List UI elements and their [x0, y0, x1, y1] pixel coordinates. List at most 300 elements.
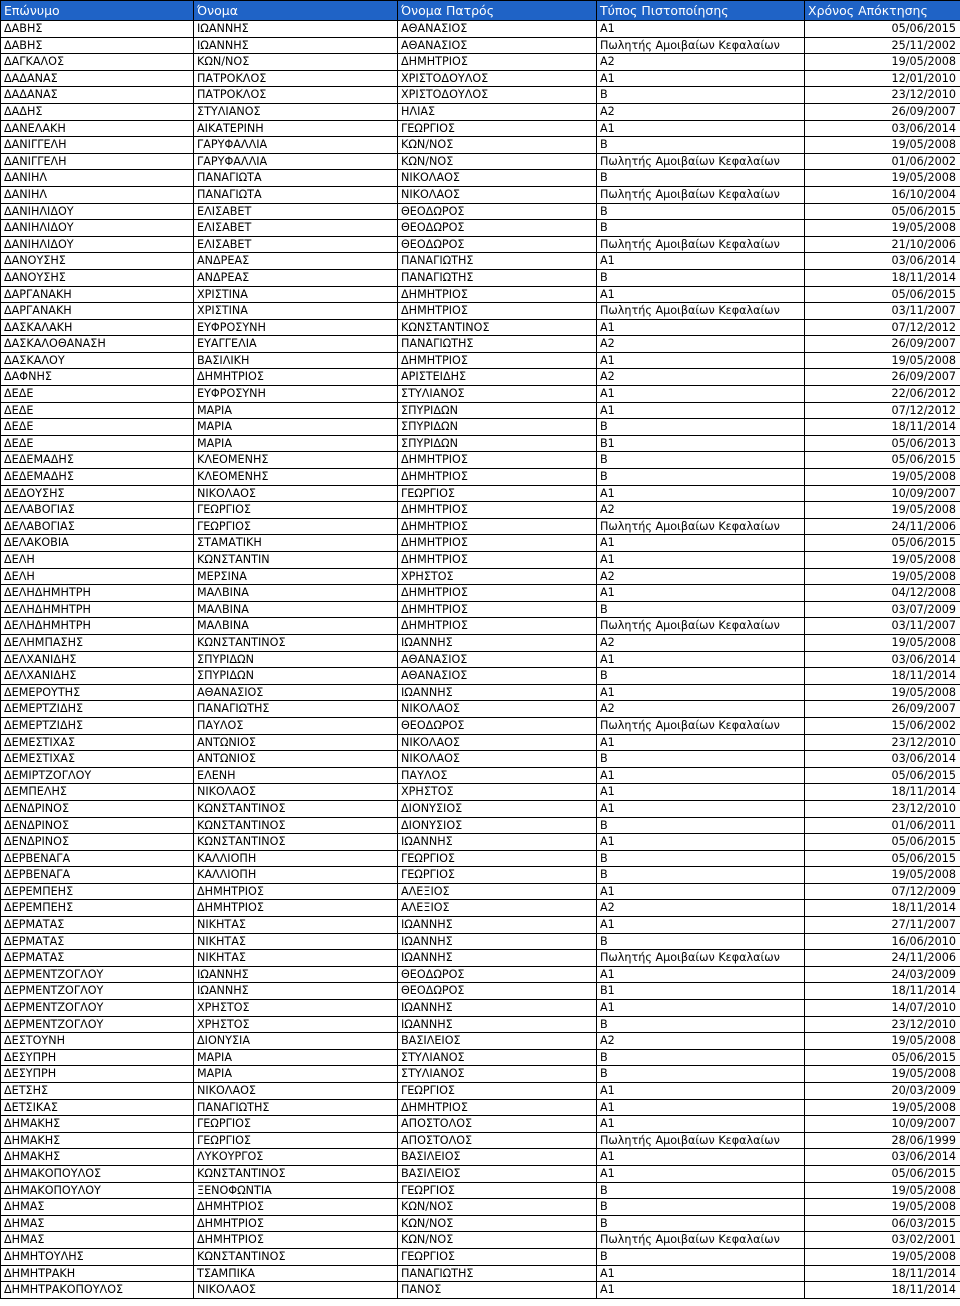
- cell-father-name: ΧΡΙΣΤΟΔΟΥΛΟΣ: [398, 70, 597, 87]
- table-row: [1, 1033, 960, 1050]
- cell-first-name: ΑΝΔΡΕΑΣ: [194, 269, 398, 286]
- cell-acquisition-date: 14/07/2010: [805, 1000, 960, 1017]
- cell-surname: ΔΕΡΕΜΠΕΗΣ: [1, 883, 194, 900]
- cell-surname: ΔΕΡΒΕΝΑΓΑ: [1, 867, 194, 884]
- cell-certification-type: Β: [597, 751, 805, 768]
- cell-acquisition-date: 19/05/2008: [805, 137, 960, 154]
- cell-surname: ΔΕΤΣΙΚΑΣ: [1, 1099, 194, 1116]
- cell-certification-type: Α1: [597, 21, 805, 38]
- cell-certification-type: Β: [597, 469, 805, 486]
- cell-acquisition-date: 21/10/2006: [805, 236, 960, 253]
- cell-first-name: ΚΑΛΛΙΟΠΗ: [194, 867, 398, 884]
- table-row: [1, 552, 960, 569]
- cell-surname: ΔΕΡΒΕΝΑΓΑ: [1, 850, 194, 867]
- cell-father-name: ΙΩΑΝΝΗΣ: [398, 684, 597, 701]
- cell-first-name: ΜΑΛΒΙΝΑ: [194, 585, 398, 602]
- cell-surname: ΔΕΔΟΥΣΗΣ: [1, 485, 194, 502]
- cell-surname: ΔΑΝΙΗΛ: [1, 170, 194, 187]
- cell-father-name: ΑΘΑΝΑΣΙΟΣ: [398, 37, 597, 54]
- cell-father-name: ΒΑΣΙΛΕΙΟΣ: [398, 1033, 597, 1050]
- cell-certification-type: Πωλητής Αμοιβαίων Κεφαλαίων: [597, 153, 805, 170]
- cell-certification-type: Α1: [597, 1000, 805, 1017]
- table-row: [1, 684, 960, 701]
- cell-surname: ΔΑΝΙΓΓΕΛΗ: [1, 137, 194, 154]
- table-row: [1, 402, 960, 419]
- table-row: [1, 1099, 960, 1116]
- cell-father-name: ΔΗΜΗΤΡΙΟΣ: [398, 502, 597, 519]
- cell-certification-type: Α1: [597, 1083, 805, 1100]
- cell-father-name: ΠΑΝΟΣ: [398, 1282, 597, 1299]
- cell-acquisition-date: 03/07/2009: [805, 601, 960, 618]
- cell-certification-type: Β: [597, 668, 805, 685]
- table-row: [1, 137, 960, 154]
- cell-father-name: ΙΩΑΝΝΗΣ: [398, 1000, 597, 1017]
- cell-acquisition-date: 03/06/2014: [805, 253, 960, 270]
- table-row: [1, 1066, 960, 1083]
- cell-certification-type: Α1: [597, 883, 805, 900]
- table-row: [1, 319, 960, 336]
- cell-father-name: ΔΗΜΗΤΡΙΟΣ: [398, 54, 597, 71]
- cell-certification-type: Α1: [597, 352, 805, 369]
- cell-first-name: ΔΙΟΝΥΣΙΑ: [194, 1033, 398, 1050]
- cell-father-name: ΣΤΥΛΙΑΝΟΣ: [398, 1049, 597, 1066]
- cell-certification-type: Α1: [597, 734, 805, 751]
- cell-father-name: ΠΑΝΑΓΙΩΤΗΣ: [398, 253, 597, 270]
- cell-surname: ΔΕΡΜΑΤΑΣ: [1, 950, 194, 967]
- cell-father-name: ΓΕΩΡΓΙΟΣ: [398, 120, 597, 137]
- table-row: [1, 535, 960, 552]
- cell-surname: ΔΕΡΜΕΝΤΖΟΓΛΟΥ: [1, 1016, 194, 1033]
- cell-first-name: ΚΩΝ/ΝΟΣ: [194, 54, 398, 71]
- cell-acquisition-date: 19/05/2008: [805, 220, 960, 237]
- table-row: [1, 186, 960, 203]
- cell-first-name: ΝΙΚΗΤΑΣ: [194, 933, 398, 950]
- cell-certification-type: Α1: [597, 684, 805, 701]
- cell-surname: ΔΕΜΕΣΤΙΧΑΣ: [1, 751, 194, 768]
- cell-surname: ΔΑΒΗΣ: [1, 37, 194, 54]
- cell-father-name: ΔΗΜΗΤΡΙΟΣ: [398, 618, 597, 635]
- cell-certification-type: Α2: [597, 634, 805, 651]
- cell-first-name: ΕΥΦΡΟΣΥΝΗ: [194, 319, 398, 336]
- cell-first-name: ΜΑΛΒΙΝΑ: [194, 618, 398, 635]
- cell-first-name: ΜΑΡΙΑ: [194, 1049, 398, 1066]
- table-row: [1, 1049, 960, 1066]
- cell-first-name: ΠΑΝΑΓΙΩΤΑ: [194, 186, 398, 203]
- cell-acquisition-date: 24/03/2009: [805, 966, 960, 983]
- cell-acquisition-date: 19/05/2008: [805, 684, 960, 701]
- cell-surname: ΔΗΜΑΚΗΣ: [1, 1116, 194, 1133]
- cell-surname: ΔΗΜΑΚΗΣ: [1, 1149, 194, 1166]
- cell-father-name: ΑΘΑΝΑΣΙΟΣ: [398, 668, 597, 685]
- cell-certification-type: Β: [597, 867, 805, 884]
- cell-acquisition-date: 22/06/2012: [805, 386, 960, 403]
- cell-surname: ΔΕΡΜΑΤΑΣ: [1, 917, 194, 934]
- table-row: [1, 1232, 960, 1249]
- cell-father-name: ΙΩΑΝΝΗΣ: [398, 1016, 597, 1033]
- cell-first-name: ΕΛΙΣΑΒΕΤ: [194, 203, 398, 220]
- table-row: [1, 966, 960, 983]
- cell-first-name: ΓΑΡΥΦΑΛΛΙΑ: [194, 137, 398, 154]
- cell-acquisition-date: 24/11/2006: [805, 950, 960, 967]
- cell-first-name: ΜΕΡΣΙΝΑ: [194, 568, 398, 585]
- cell-acquisition-date: 26/09/2007: [805, 369, 960, 386]
- cell-certification-type: Β1: [597, 435, 805, 452]
- table-row: [1, 1132, 960, 1149]
- cell-father-name: ΝΙΚΟΛΑΟΣ: [398, 701, 597, 718]
- cell-acquisition-date: 19/05/2008: [805, 1248, 960, 1265]
- cell-certification-type: Β1: [597, 983, 805, 1000]
- cell-certification-type: Α1: [597, 485, 805, 502]
- table-row: [1, 933, 960, 950]
- cell-surname: ΔΑΝΟΥΣΗΣ: [1, 269, 194, 286]
- cell-certification-type: Πωλητής Αμοιβαίων Κεφαλαίων: [597, 303, 805, 320]
- cell-certification-type: Β: [597, 203, 805, 220]
- cell-acquisition-date: 19/05/2008: [805, 54, 960, 71]
- cell-surname: ΔΕΜΕΣΤΙΧΑΣ: [1, 734, 194, 751]
- cell-father-name: ΠΑΥΛΟΣ: [398, 767, 597, 784]
- cell-father-name: ΚΩΝ/ΝΟΣ: [398, 1232, 597, 1249]
- table-row: [1, 651, 960, 668]
- cell-acquisition-date: 05/06/2015: [805, 834, 960, 851]
- cell-first-name: ΑΝΔΡΕΑΣ: [194, 253, 398, 270]
- table-row: [1, 668, 960, 685]
- cell-acquisition-date: 19/05/2008: [805, 352, 960, 369]
- cell-first-name: ΠΑΝΑΓΙΩΤΗΣ: [194, 1099, 398, 1116]
- cell-surname: ΔΗΜΑΚΟΠΟΥΛΟΣ: [1, 1165, 194, 1182]
- table-row: [1, 286, 960, 303]
- cell-first-name: ΜΑΡΙΑ: [194, 435, 398, 452]
- table-row: [1, 153, 960, 170]
- cell-certification-type: Α1: [597, 253, 805, 270]
- cell-first-name: ΚΛΕΟΜΕΝΗΣ: [194, 469, 398, 486]
- cell-first-name: ΝΙΚΟΛΑΟΣ: [194, 784, 398, 801]
- cell-certification-type: Πωλητής Αμοιβαίων Κεφαλαίων: [597, 236, 805, 253]
- cell-first-name: ΔΗΜΗΤΡΙΟΣ: [194, 369, 398, 386]
- cell-acquisition-date: 05/06/2015: [805, 850, 960, 867]
- cell-surname: ΔΕΜΠΕΛΗΣ: [1, 784, 194, 801]
- cell-certification-type: Πωλητής Αμοιβαίων Κεφαλαίων: [597, 950, 805, 967]
- cell-acquisition-date: 19/05/2008: [805, 867, 960, 884]
- cell-first-name: ΚΩΝΣΤΑΝΤΙΝΟΣ: [194, 800, 398, 817]
- cell-acquisition-date: 18/11/2014: [805, 1265, 960, 1282]
- table-row: [1, 1282, 960, 1299]
- cell-first-name: ΚΩΝΣΤΑΝΤΙΝΟΣ: [194, 1165, 398, 1182]
- cell-father-name: ΝΙΚΟΛΑΟΣ: [398, 186, 597, 203]
- cell-acquisition-date: 19/05/2008: [805, 568, 960, 585]
- cell-father-name: ΚΩΝΣΤΑΝΤΙΝΟΣ: [398, 319, 597, 336]
- cell-acquisition-date: 05/06/2015: [805, 21, 960, 38]
- cell-father-name: ΑΘΑΝΑΣΙΟΣ: [398, 651, 597, 668]
- cell-acquisition-date: 03/11/2007: [805, 303, 960, 320]
- cell-acquisition-date: 06/03/2015: [805, 1215, 960, 1232]
- cell-acquisition-date: 27/11/2007: [805, 917, 960, 934]
- cell-father-name: ΑΠΟΣΤΟΛΟΣ: [398, 1116, 597, 1133]
- table-row: [1, 103, 960, 120]
- cell-surname: ΔΑΡΓΑΝΑΚΗ: [1, 286, 194, 303]
- cell-first-name: ΙΩΑΝΝΗΣ: [194, 983, 398, 1000]
- table-row: [1, 419, 960, 436]
- cell-acquisition-date: 05/06/2015: [805, 1049, 960, 1066]
- cell-father-name: ΑΠΟΣΤΟΛΟΣ: [398, 1132, 597, 1149]
- cell-certification-type: Α1: [597, 70, 805, 87]
- table-row: [1, 983, 960, 1000]
- cell-first-name: ΓΕΩΡΓΙΟΣ: [194, 502, 398, 519]
- cell-acquisition-date: 18/11/2014: [805, 668, 960, 685]
- cell-certification-type: Α1: [597, 1149, 805, 1166]
- cell-surname: ΔΕΣΥΠΡΗ: [1, 1066, 194, 1083]
- cell-father-name: ΧΡΙΣΤΟΔΟΥΛΟΣ: [398, 87, 597, 104]
- cell-first-name: ΚΩΝΣΤΑΝΤΙΝΟΣ: [194, 817, 398, 834]
- cell-certification-type: Α1: [597, 784, 805, 801]
- cell-first-name: ΑΝΤΩΝΙΟΣ: [194, 751, 398, 768]
- cell-acquisition-date: 10/09/2007: [805, 485, 960, 502]
- header-acquisition-date[interactable]: Χρόνος Απόκτησης: [805, 1, 960, 21]
- header-row: [1, 1, 960, 21]
- cell-acquisition-date: 16/06/2010: [805, 933, 960, 950]
- cell-certification-type: Α2: [597, 568, 805, 585]
- cell-first-name: ΣΤΑΜΑΤΙΚΗ: [194, 535, 398, 552]
- cell-first-name: ΜΑΡΙΑ: [194, 1066, 398, 1083]
- table-row: [1, 37, 960, 54]
- table-row: [1, 717, 960, 734]
- table-row: [1, 1165, 960, 1182]
- cell-acquisition-date: 03/06/2014: [805, 1149, 960, 1166]
- table-row: [1, 1016, 960, 1033]
- cell-first-name: ΕΛΕΝΗ: [194, 767, 398, 784]
- cell-certification-type: Α1: [597, 1116, 805, 1133]
- cell-certification-type: Α1: [597, 966, 805, 983]
- cell-first-name: ΣΤΥΛΙΑΝΟΣ: [194, 103, 398, 120]
- cell-surname: ΔΑΝΕΛΑΚΗ: [1, 120, 194, 137]
- cell-certification-type: Α1: [597, 286, 805, 303]
- cell-acquisition-date: 07/12/2012: [805, 402, 960, 419]
- cell-acquisition-date: 23/12/2010: [805, 734, 960, 751]
- cell-surname: ΔΗΜΑΚΗΣ: [1, 1132, 194, 1149]
- table-row: [1, 585, 960, 602]
- cell-acquisition-date: 18/11/2014: [805, 900, 960, 917]
- cell-surname: ΔΕΔΕΜΑΔΗΣ: [1, 452, 194, 469]
- cell-surname: ΔΕΝΔΡΙΝΟΣ: [1, 800, 194, 817]
- cell-father-name: ΙΩΑΝΝΗΣ: [398, 933, 597, 950]
- cell-acquisition-date: 05/06/2015: [805, 286, 960, 303]
- cell-acquisition-date: 05/06/2015: [805, 767, 960, 784]
- table-row: [1, 369, 960, 386]
- table-row: [1, 1248, 960, 1265]
- cell-certification-type: Α2: [597, 336, 805, 353]
- cell-certification-type: Β: [597, 933, 805, 950]
- cell-acquisition-date: 12/01/2010: [805, 70, 960, 87]
- cell-surname: ΔΑΝΙΗΛΙΔΟΥ: [1, 203, 194, 220]
- cell-father-name: ΓΕΩΡΓΙΟΣ: [398, 1248, 597, 1265]
- table-row: [1, 817, 960, 834]
- cell-father-name: ΔΗΜΗΤΡΙΟΣ: [398, 552, 597, 569]
- cell-acquisition-date: 19/05/2008: [805, 1066, 960, 1083]
- cell-surname: ΔΕΛΗΔΗΜΗΤΡΗ: [1, 585, 194, 602]
- cell-father-name: ΘΕΟΔΩΡΟΣ: [398, 236, 597, 253]
- table-row: [1, 1116, 960, 1133]
- table-row: [1, 751, 960, 768]
- table-row: [1, 850, 960, 867]
- cell-father-name: ΔΗΜΗΤΡΙΟΣ: [398, 286, 597, 303]
- cell-surname: ΔΕΜΕΡΤΖΙΔΗΣ: [1, 717, 194, 734]
- cell-father-name: ΘΕΟΔΩΡΟΣ: [398, 717, 597, 734]
- cell-surname: ΔΗΜΑΣ: [1, 1199, 194, 1216]
- cell-first-name: ΧΡΙΣΤΙΝΑ: [194, 303, 398, 320]
- cell-certification-type: Β: [597, 419, 805, 436]
- cell-first-name: ΚΩΝΣΤΑΝΤΙΝΟΣ: [194, 634, 398, 651]
- cell-father-name: ΠΑΝΑΓΙΩΤΗΣ: [398, 336, 597, 353]
- cell-surname: ΔΕΣΤΟΥΝΗ: [1, 1033, 194, 1050]
- cell-surname: ΔΑΒΗΣ: [1, 21, 194, 38]
- cell-father-name: ΓΕΩΡΓΙΟΣ: [398, 485, 597, 502]
- cell-father-name: ΙΩΑΝΝΗΣ: [398, 834, 597, 851]
- cell-first-name: ΠΑΤΡΟΚΛΟΣ: [194, 87, 398, 104]
- cell-surname: ΔΕΣΥΠΡΗ: [1, 1049, 194, 1066]
- cell-first-name: ΑΘΑΝΑΣΙΟΣ: [194, 684, 398, 701]
- table-row: [1, 1265, 960, 1282]
- cell-acquisition-date: 25/11/2002: [805, 37, 960, 54]
- table-row: [1, 867, 960, 884]
- table-row: [1, 734, 960, 751]
- cell-father-name: ΔΗΜΗΤΡΙΟΣ: [398, 518, 597, 535]
- table-row: [1, 87, 960, 104]
- cell-first-name: ΠΑΝΑΓΙΩΤΗΣ: [194, 701, 398, 718]
- cell-surname: ΔΕΛΗΜΠΑΣΗΣ: [1, 634, 194, 651]
- cell-first-name: ΣΠΥΡΙΔΩΝ: [194, 651, 398, 668]
- cell-surname: ΔΑΝΙΗΛ: [1, 186, 194, 203]
- cell-certification-type: Β: [597, 1199, 805, 1216]
- header-surname[interactable]: Επώνυμο: [1, 1, 194, 21]
- cell-acquisition-date: 03/06/2014: [805, 651, 960, 668]
- table-row: [1, 601, 960, 618]
- header-certification-type[interactable]: Τύπος Πιστοποίησης: [597, 1, 805, 21]
- table-row: [1, 1215, 960, 1232]
- cell-first-name: ΓΕΩΡΓΙΟΣ: [194, 1116, 398, 1133]
- cell-acquisition-date: 05/06/2015: [805, 1165, 960, 1182]
- table-row: [1, 303, 960, 320]
- cell-first-name: ΣΠΥΡΙΔΩΝ: [194, 668, 398, 685]
- cell-certification-type: Α2: [597, 900, 805, 917]
- cell-surname: ΔΗΜΗΤΡΑΚΗ: [1, 1265, 194, 1282]
- table-row: [1, 170, 960, 187]
- cell-acquisition-date: 03/06/2014: [805, 751, 960, 768]
- cell-certification-type: Β: [597, 1049, 805, 1066]
- cell-father-name: ΓΕΩΡΓΙΟΣ: [398, 1182, 597, 1199]
- table-row: [1, 236, 960, 253]
- cell-surname: ΔΑΔΗΣ: [1, 103, 194, 120]
- table-row: [1, 70, 960, 87]
- cell-first-name: ΓΑΡΥΦΑΛΛΙΑ: [194, 153, 398, 170]
- cell-first-name: ΚΑΛΛΙΟΠΗ: [194, 850, 398, 867]
- cell-certification-type: Β: [597, 137, 805, 154]
- cell-surname: ΔΑΡΓΑΝΑΚΗ: [1, 303, 194, 320]
- table-row: [1, 800, 960, 817]
- cell-acquisition-date: 19/05/2008: [805, 1182, 960, 1199]
- cell-father-name: ΔΗΜΗΤΡΙΟΣ: [398, 585, 597, 602]
- table-row: [1, 485, 960, 502]
- cell-father-name: ΚΩΝ/ΝΟΣ: [398, 1215, 597, 1232]
- cell-surname: ΔΕΝΔΡΙΝΟΣ: [1, 817, 194, 834]
- cell-father-name: ΒΑΣΙΛΕΙΟΣ: [398, 1149, 597, 1166]
- table-row: [1, 1182, 960, 1199]
- cell-certification-type: Β: [597, 1215, 805, 1232]
- cell-first-name: ΕΥΑΓΓΕΛΙΑ: [194, 336, 398, 353]
- cell-father-name: ΓΕΩΡΓΙΟΣ: [398, 867, 597, 884]
- cell-father-name: ΙΩΑΝΝΗΣ: [398, 917, 597, 934]
- cell-acquisition-date: 18/11/2014: [805, 784, 960, 801]
- cell-acquisition-date: 15/06/2002: [805, 717, 960, 734]
- cell-father-name: ΙΩΑΝΝΗΣ: [398, 950, 597, 967]
- cell-acquisition-date: 19/05/2008: [805, 1199, 960, 1216]
- cell-surname: ΔΑΝΙΓΓΕΛΗ: [1, 153, 194, 170]
- cell-first-name: ΝΙΚΟΛΑΟΣ: [194, 1282, 398, 1299]
- cell-certification-type: Α2: [597, 502, 805, 519]
- header-first-name[interactable]: Όνομα: [194, 1, 398, 21]
- cell-first-name: ΧΡΗΣΤΟΣ: [194, 1000, 398, 1017]
- table-row: [1, 917, 960, 934]
- cell-acquisition-date: 26/09/2007: [805, 336, 960, 353]
- cell-surname: ΔΕΡΜΑΤΑΣ: [1, 933, 194, 950]
- table-row: [1, 469, 960, 486]
- cell-father-name: ΣΤΥΛΙΑΝΟΣ: [398, 386, 597, 403]
- table-row: [1, 767, 960, 784]
- cell-acquisition-date: 05/06/2015: [805, 535, 960, 552]
- cell-surname: ΔΗΜΑΣ: [1, 1232, 194, 1249]
- cell-father-name: ΘΕΟΔΩΡΟΣ: [398, 220, 597, 237]
- cell-certification-type: Πωλητής Αμοιβαίων Κεφαλαίων: [597, 717, 805, 734]
- table-row: [1, 701, 960, 718]
- cell-first-name: ΑΝΤΩΝΙΟΣ: [194, 734, 398, 751]
- table-row: [1, 900, 960, 917]
- cell-father-name: ΣΠΥΡΙΔΩΝ: [398, 435, 597, 452]
- cell-father-name: ΧΡΗΣΤΟΣ: [398, 784, 597, 801]
- cell-first-name: ΜΑΡΙΑ: [194, 402, 398, 419]
- table-row: [1, 452, 960, 469]
- cell-surname: ΔΕΛΧΑΝΙΔΗΣ: [1, 668, 194, 685]
- cell-certification-type: Β: [597, 1066, 805, 1083]
- cell-acquisition-date: 05/06/2015: [805, 452, 960, 469]
- cell-first-name: ΚΩΝΣΤΑΝΤΙΝΟΣ: [194, 1248, 398, 1265]
- cell-certification-type: Β: [597, 817, 805, 834]
- cell-first-name: ΔΗΜΗΤΡΙΟΣ: [194, 1232, 398, 1249]
- cell-first-name: ΝΙΚΟΛΑΟΣ: [194, 485, 398, 502]
- cell-certification-type: Α1: [597, 535, 805, 552]
- cell-first-name: ΕΥΦΡΟΣΥΝΗ: [194, 386, 398, 403]
- cell-father-name: ΘΕΟΔΩΡΟΣ: [398, 203, 597, 220]
- table-row: [1, 950, 960, 967]
- table-row: [1, 269, 960, 286]
- cell-certification-type: Β: [597, 1016, 805, 1033]
- cell-surname: ΔΑΣΚΑΛΟΘΑΝΑΣΗ: [1, 336, 194, 353]
- cell-acquisition-date: 23/12/2010: [805, 800, 960, 817]
- header-father-name[interactable]: Όνομα Πατρός: [398, 1, 597, 21]
- table-row: [1, 518, 960, 535]
- cell-surname: ΔΕΝΔΡΙΝΟΣ: [1, 834, 194, 851]
- cell-surname: ΔΕΛΑΚΟΒΙΑ: [1, 535, 194, 552]
- cell-certification-type: Πωλητής Αμοιβαίων Κεφαλαίων: [597, 518, 805, 535]
- table-row: [1, 352, 960, 369]
- cell-acquisition-date: 18/11/2014: [805, 269, 960, 286]
- cell-father-name: ΑΡΙΣΤΕΙΔΗΣ: [398, 369, 597, 386]
- cell-acquisition-date: 19/05/2008: [805, 469, 960, 486]
- cell-certification-type: Α2: [597, 1033, 805, 1050]
- cell-acquisition-date: 19/05/2008: [805, 552, 960, 569]
- table-row: [1, 784, 960, 801]
- cell-father-name: ΔΗΜΗΤΡΙΟΣ: [398, 469, 597, 486]
- cell-father-name: ΔΗΜΗΤΡΙΟΣ: [398, 1099, 597, 1116]
- cell-surname: ΔΑΝΙΗΛΙΔΟΥ: [1, 236, 194, 253]
- cell-father-name: ΔΗΜΗΤΡΙΟΣ: [398, 303, 597, 320]
